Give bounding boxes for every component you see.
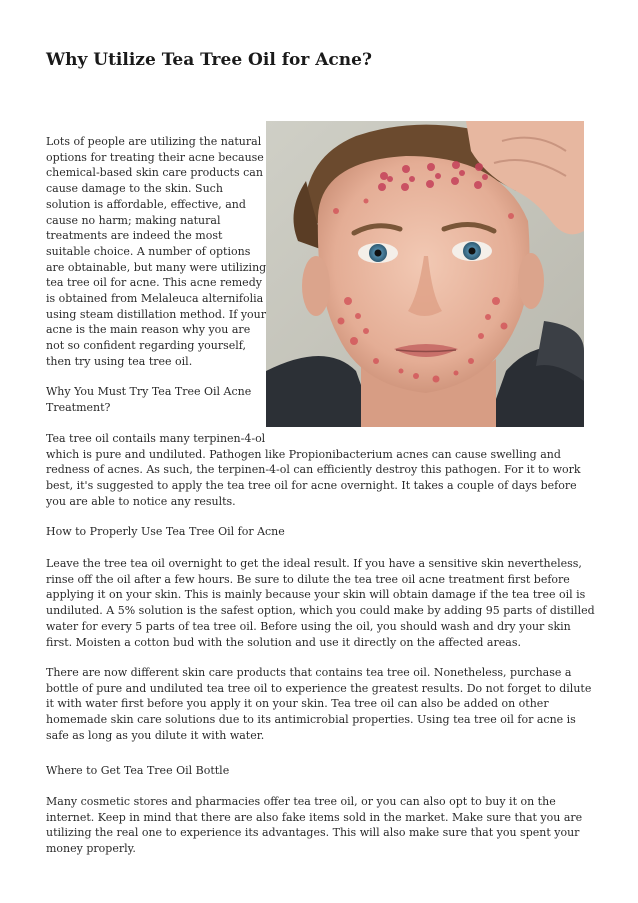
- page-title: Why Utilize Tea Tree Oil for Acne?: [46, 50, 372, 70]
- paragraph-2: Leave the tree tea oil overnight to get the ideal result. If you have a sensitive skin nevertheless, rinse off the oil after a few hours. Be sure to dilute the tea tree oil acne treatment first before applying it on your skin. This is mainly because your skin will obtain damage if the tea tree oil is undiluted. A 5% solution is the safest option, which you could make by adding 95 parts of distilled water for every 5 parts of tea tree oil. Before using the oil, you should wash and dry your skin first. Moisten a cotton bud with the solution and use it directly on the affected areas.: [46, 557, 595, 649]
- paragraph-1-lead: Tea tree oil contails many terpinen-4-ol: [46, 432, 266, 445]
- intro-paragraph: Lots of people are utilizing the natural options for treating their acne because chemical-based skin care products can cause damage to the skin. Such solution is affordable, effective, and cause no harm; making natural treatments are indeed the most suitable choice. A number of options are obtainable, but many were utilizing tea tree oil for acne. This acne remedy is obtained from Melaleuca alternifolia using steam distillation method. If your acne is the main reason why you are not so confident regarding yourself, then try using tea tree oil.: [46, 135, 267, 368]
- acne-face-photo: [266, 121, 584, 427]
- section-heading-how: How to Properly Use Tea Tree Oil for Acne: [46, 525, 285, 538]
- section-heading-why: Why You Must Try Tea Tree Oil Acne Treatment?: [46, 385, 252, 414]
- paragraph-1: which is pure and undiluted. Pathogen like Propionibacterium acnes can cause swelling and redness of acnes. As such, the terpinen-4-ol can efficiently destroy this pathogen. For it to work best, it's suggested to apply the tea tree oil for acne overnight. It takes a couple of days before you are able to notice any results.: [46, 447, 581, 508]
- paragraph-3: There are now different skin care products that contains tea tree oil. Nonetheless, purchase a bottle of pure and undiluted tea tree oil to experience the greatest results. Do not forget to dilute it with water first before you apply it on your skin. Tea tree oil can also be added on other homemade skin care solutions due to its antimicrobial properties. Using tea tree oil for acne is safe as long as you dilute it with water.: [46, 666, 592, 742]
- paragraph-4: Many cosmetic stores and pharmacies offer tea tree oil, or you can also opt to buy it on the internet. Keep in mind that there are also fake items sold in the market. Make sure that you are utilizing the real one to experience its advantages. This will also make sure that you spent your money properly.: [46, 795, 583, 856]
- section-heading-where: Where to Get Tea Tree Oil Bottle: [46, 764, 230, 777]
